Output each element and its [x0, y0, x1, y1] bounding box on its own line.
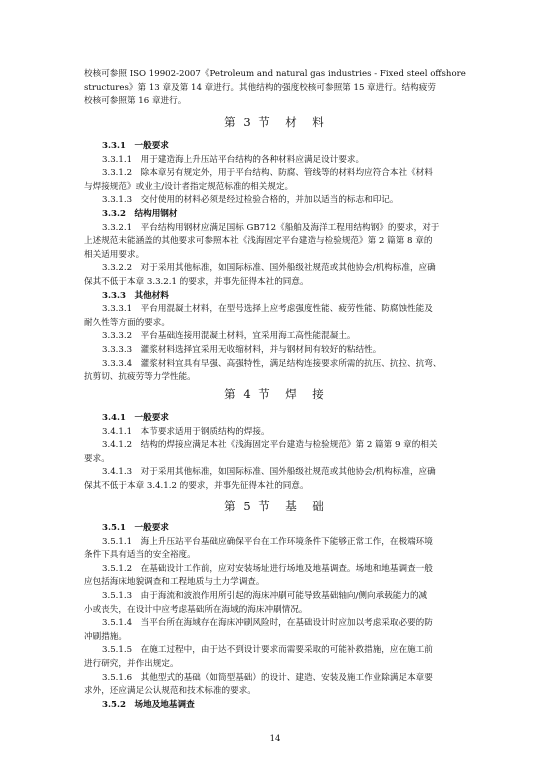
clause-3-3-2-2-cont: 保其不低于本章 3.3.2.1 的要求，并事先征得本社的同意。	[84, 276, 309, 287]
heading-3-5-2: 3.5.2 场地及地基调查	[102, 699, 195, 710]
clause-3-4-1-3: 3.4.1.3 对于采用其他标准，如国际标准、国外船级社规范或其他协会/机构标准，应确	[102, 467, 436, 478]
clause-3-3-2-1-cont: 相关适用要求。	[84, 249, 145, 260]
heading-3-3-2: 3.3.2 结构用钢材	[102, 208, 178, 219]
clause-3-5-1-1: 3.5.1.1 海上升压站平台基础应确保平台在工作环境条件下能够正常工作，在极端环境	[102, 536, 433, 547]
clause-3-3-3-1: 3.3.3.1 平台用混凝土材料，在型号选择上应考虑强度性能、疲劳性能、防腐蚀性能及	[102, 304, 433, 315]
clause-3-5-1-6: 3.5.1.6 其他型式的基础（如筒型基础）的设计、建造、安装及施工作业除满足本章要	[102, 672, 433, 683]
heading-3-5-1: 3.5.1 一般要求	[102, 523, 169, 533]
clause-3-5-1-5: 3.5.1.5 在施工过程中，由于达不到设计要求而需要采取的可能补救措施，应在施工前	[102, 645, 433, 656]
clause-3-3-2-1-cont: 上述规范未能涵盖的其他要求可参照本社《浅海固定平台建造与检验规范》第 2 篇第 8 章的	[84, 236, 433, 247]
clause-3-4-1-1: 3.4.1.1 本节要求适用于钢质结构的焊接。	[102, 426, 270, 437]
clause-3-3-1-2-cont: 与焊接规范》或业主/设计者指定规范标准的相关规定。	[84, 181, 294, 192]
heading-3-3-1: 3.3.1 一般要求	[102, 141, 169, 151]
clause-3-5-1-6-cont: 求外，还应满足公认规范和技术标准的要求。	[84, 686, 256, 697]
section-4-body	[84, 412, 469, 494]
clause-3-5-1-2-cont: 应包括海床地貌调查和工程地质与土力学调查。	[84, 577, 265, 588]
clause-3-3-3-2: 3.3.3.2 平台基础连接用混凝土材料，宜采用海工高性能混凝土。	[102, 331, 356, 342]
section-4-title: 第 4 节 焊 接	[224, 387, 326, 401]
section-5-title: 第 5 节 基 础	[224, 499, 326, 513]
section-3-body	[84, 140, 469, 385]
intro-line: structures》第 13 章及第 14 章进行。其他结构的强度校核可参照第 15 章进行。结构疲劳	[84, 82, 436, 93]
clause-3-4-1-2: 3.4.1.2 结构的焊接应满足本社《浅海固定平台建造与检验规范》第 2 篇第 9 章的相关	[102, 440, 438, 451]
clause-3-5-1-3-cont: 小或丧失，在设计中应考虑基础所在海域的海床冲刷情况。	[84, 604, 308, 615]
clause-3-3-3-4-cont: 抗剪切、抗疲劳等力学性能。	[84, 372, 196, 383]
clause-3-3-3-3: 3.3.3.3 灌浆材料选择宜采用无收缩材料，并与钢材间有较好的粘结性。	[102, 344, 382, 355]
intro-line: 校核可参照 ISO 19902-2007《Petroleum and natural gas industries - Fixed steel offshore	[84, 69, 466, 79]
clause-3-5-1-2: 3.5.1.2 在基础设计工作前，应对安装场址进行场地及地基调查。场地和地基调查一般	[102, 563, 433, 574]
clause-3-5-1-4: 3.5.1.4 当平台所在海域存在海床冲刷风险时，在基础设计时应加以考虑采取必要的防	[102, 618, 433, 629]
clause-3-4-1-3-cont: 保其不低于本章 3.4.1.2 的要求，并事先征得本社的同意。	[84, 480, 309, 491]
clause-3-5-1-5-cont: 进行研究，并作出规定。	[84, 658, 179, 669]
clause-3-5-1-4-cont: 冲刷措施。	[84, 631, 127, 642]
clause-3-5-1-3: 3.5.1.3 由于海流和波浪作用所引起的海床冲刷可能导致基础轴向/侧向承载能力的减	[102, 590, 428, 601]
intro-line: 校核可参照第 16 章进行。	[84, 96, 187, 107]
heading-3-4-1: 3.4.1 一般要求	[102, 413, 169, 423]
intro-paragraph	[84, 68, 469, 109]
clause-3-3-1-2: 3.3.1.2 除本章另有规定外，用于平台结构、防腐、管线等的材料均应符合本社《材料	[102, 168, 433, 179]
clause-3-3-2-1: 3.3.2.1 平台结构用钢材应满足国标 GB712《船舶及海洋工程用结构钢》的要求，对于	[102, 222, 440, 233]
section-3-title: 第 3 节 材 料	[224, 115, 326, 129]
clause-3-3-1-1: 3.3.1.1 用于建造海上升压站平台结构的各种材料应满足设计要求。	[102, 154, 365, 165]
clause-3-3-3-1-cont: 耐久性等方面的要求。	[84, 317, 170, 328]
clause-3-3-2-2: 3.3.2.2 对于采用其他标准，如国际标准、国外船级社规范或其他协会/机构标准，应确	[102, 263, 436, 274]
clause-3-3-1-3: 3.3.1.3 交付使用的材料必须是经过检验合格的，并加以适当的标志和印记。	[102, 195, 399, 206]
clause-3-3-3-4: 3.3.3.4 灌浆材料宜具有早强、高强特性，满足结构连接要求所需的抗压、抗拉、抗弯、	[102, 358, 442, 369]
section-5-body	[84, 522, 469, 712]
clause-3-5-1-1-cont: 条件下具有适当的安全裕度。	[84, 550, 196, 561]
clause-3-4-1-2-cont: 要求。	[84, 453, 110, 464]
heading-3-3-3: 3.3.3 其他材料	[102, 290, 169, 301]
page-number: 14	[269, 734, 281, 744]
